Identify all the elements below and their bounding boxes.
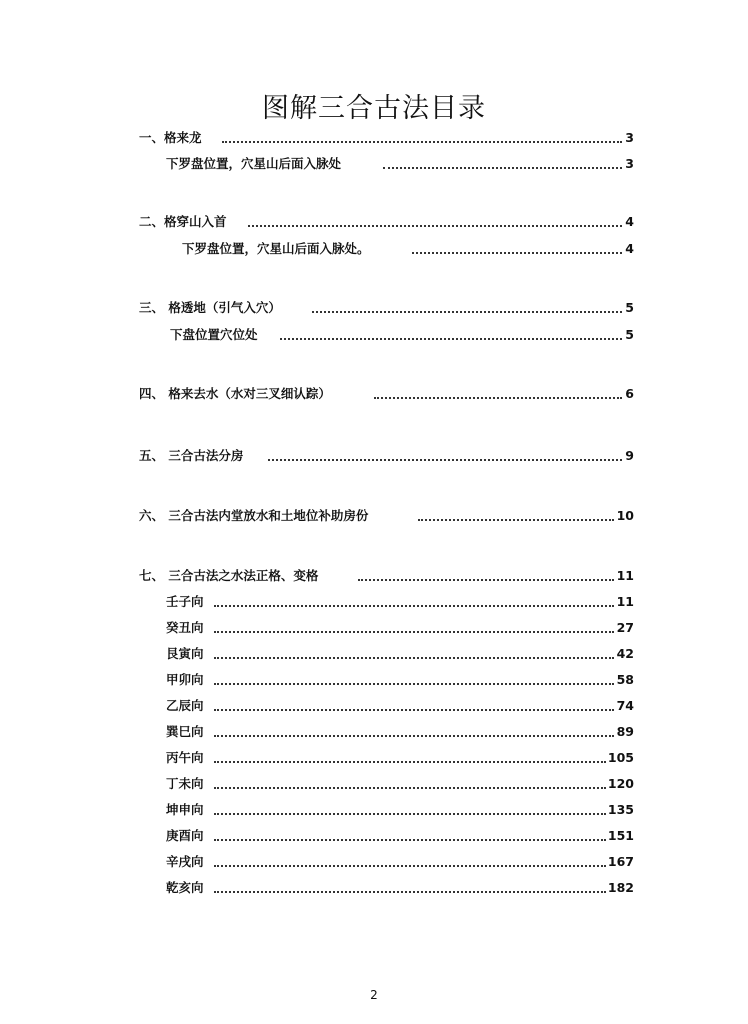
toc-entry-label: 二、格穿山入首 — [139, 212, 229, 232]
toc-leader-dots — [412, 234, 622, 254]
toc-entry-page: 5 — [625, 327, 634, 342]
toc-leader-dots — [358, 561, 614, 581]
toc-leader-dots — [214, 847, 606, 867]
toc-entry[interactable] — [0, 618, 748, 638]
toc-entry-page: 74 — [616, 698, 634, 713]
toc-entry-page: 3 — [625, 130, 634, 145]
toc-leader-dots — [214, 795, 606, 815]
toc-leader-dots — [214, 639, 614, 659]
toc-entry[interactable] — [0, 325, 748, 345]
toc-entry-page: 6 — [625, 386, 634, 401]
toc-entry-page: 135 — [607, 802, 634, 817]
toc-leader-dots — [374, 379, 622, 399]
toc-entry[interactable] — [0, 592, 748, 612]
toc-leader-dots — [268, 441, 622, 461]
toc-entry-label: 一、格来龙 — [139, 128, 204, 148]
toc-entry[interactable] — [0, 800, 748, 820]
toc-entry-label: 甲卯向 — [166, 670, 206, 690]
toc-entry[interactable] — [0, 566, 748, 586]
toc-entry-page: 167 — [607, 854, 634, 869]
toc-entry[interactable] — [0, 722, 748, 742]
toc-leader-dots — [214, 717, 614, 737]
toc-entry-page: 42 — [616, 646, 634, 661]
toc-leader-dots — [214, 821, 606, 841]
toc-leader-dots — [383, 149, 622, 169]
toc-entry[interactable] — [0, 212, 748, 232]
page-title: 图解三合古法目录 — [262, 93, 486, 124]
toc-entry-label: 辛戌向 — [166, 852, 206, 872]
toc-entry-page: 120 — [607, 776, 634, 791]
toc-leader-dots — [248, 207, 622, 227]
toc-entry[interactable] — [0, 506, 748, 526]
toc-entry-label: 丁未向 — [166, 774, 206, 794]
toc-entry-label: 下罗盘位置，穴星山后面入脉处。 — [182, 239, 372, 259]
toc-entry-label: 五、 三合古法分房 — [139, 446, 245, 466]
toc-entry-label: 乾亥向 — [166, 878, 206, 898]
toc-leader-dots — [214, 873, 606, 893]
toc-leader-dots — [214, 691, 614, 711]
toc-leader-dots — [280, 320, 622, 340]
toc-entry-page: 11 — [616, 568, 634, 583]
toc-entry-label: 坤申向 — [166, 800, 206, 820]
toc-leader-dots — [214, 613, 614, 633]
toc-entry-label: 丙午向 — [166, 748, 206, 768]
toc-entry[interactable] — [0, 670, 748, 690]
toc-entry[interactable] — [0, 644, 748, 664]
toc-entry-page: 105 — [607, 750, 634, 765]
toc-entry-page: 27 — [616, 620, 634, 635]
toc-entry-label: 三、 格透地（引气入穴） — [139, 298, 283, 318]
toc-entry-label: 六、 三合古法内堂放水和土地位补助房份 — [139, 506, 370, 526]
toc-entry-page: 58 — [616, 672, 634, 687]
toc-entry[interactable] — [0, 878, 748, 898]
toc-entry[interactable] — [0, 154, 748, 174]
toc-leader-dots — [214, 665, 614, 685]
toc-entry-label: 庚酉向 — [166, 826, 206, 846]
toc-entry-page: 89 — [616, 724, 634, 739]
toc-entry-page: 4 — [625, 214, 634, 229]
toc-entry-label: 乙辰向 — [166, 696, 206, 716]
toc-entry-page: 5 — [625, 300, 634, 315]
toc-entry-label: 艮寅向 — [166, 644, 206, 664]
toc-entry-page: 4 — [625, 241, 634, 256]
toc-entry-page: 3 — [625, 156, 634, 171]
toc-entry-label: 七、 三合古法之水法正格、变格 — [139, 566, 320, 586]
toc-entry-page: 9 — [625, 448, 634, 463]
toc-entry-page: 151 — [607, 828, 634, 843]
toc-entry-page: 11 — [616, 594, 634, 609]
toc-leader-dots — [214, 743, 606, 763]
toc-entry-label: 四、 格来去水（水对三叉细认踪） — [139, 384, 333, 404]
toc-entry-label: 壬子向 — [166, 592, 206, 612]
toc-entry[interactable] — [0, 826, 748, 846]
toc-entry[interactable] — [0, 239, 748, 259]
toc-leader-dots — [418, 501, 614, 521]
toc-entry[interactable] — [0, 128, 748, 148]
toc-entry-label: 巽巳向 — [166, 722, 206, 742]
toc-leader-dots — [214, 769, 606, 789]
toc-entry[interactable] — [0, 384, 748, 404]
toc-entry[interactable] — [0, 696, 748, 716]
toc-entry-label: 癸丑向 — [166, 618, 206, 638]
toc-entry-label: 下罗盘位置，穴星山后面入脉处 — [166, 154, 343, 174]
toc-entry-label: 下盘位置穴位处 — [170, 325, 260, 345]
toc-entry[interactable] — [0, 852, 748, 872]
toc-entry-page: 182 — [607, 880, 634, 895]
toc-entry-page: 10 — [616, 508, 634, 523]
page-number: 2 — [370, 988, 378, 1002]
toc-entry[interactable] — [0, 748, 748, 768]
toc-entry[interactable] — [0, 774, 748, 794]
toc-leader-dots — [214, 587, 614, 607]
toc-entry[interactable] — [0, 446, 748, 466]
toc-leader-dots — [222, 123, 622, 143]
toc-leader-dots — [312, 293, 622, 313]
toc-entry[interactable] — [0, 298, 748, 318]
